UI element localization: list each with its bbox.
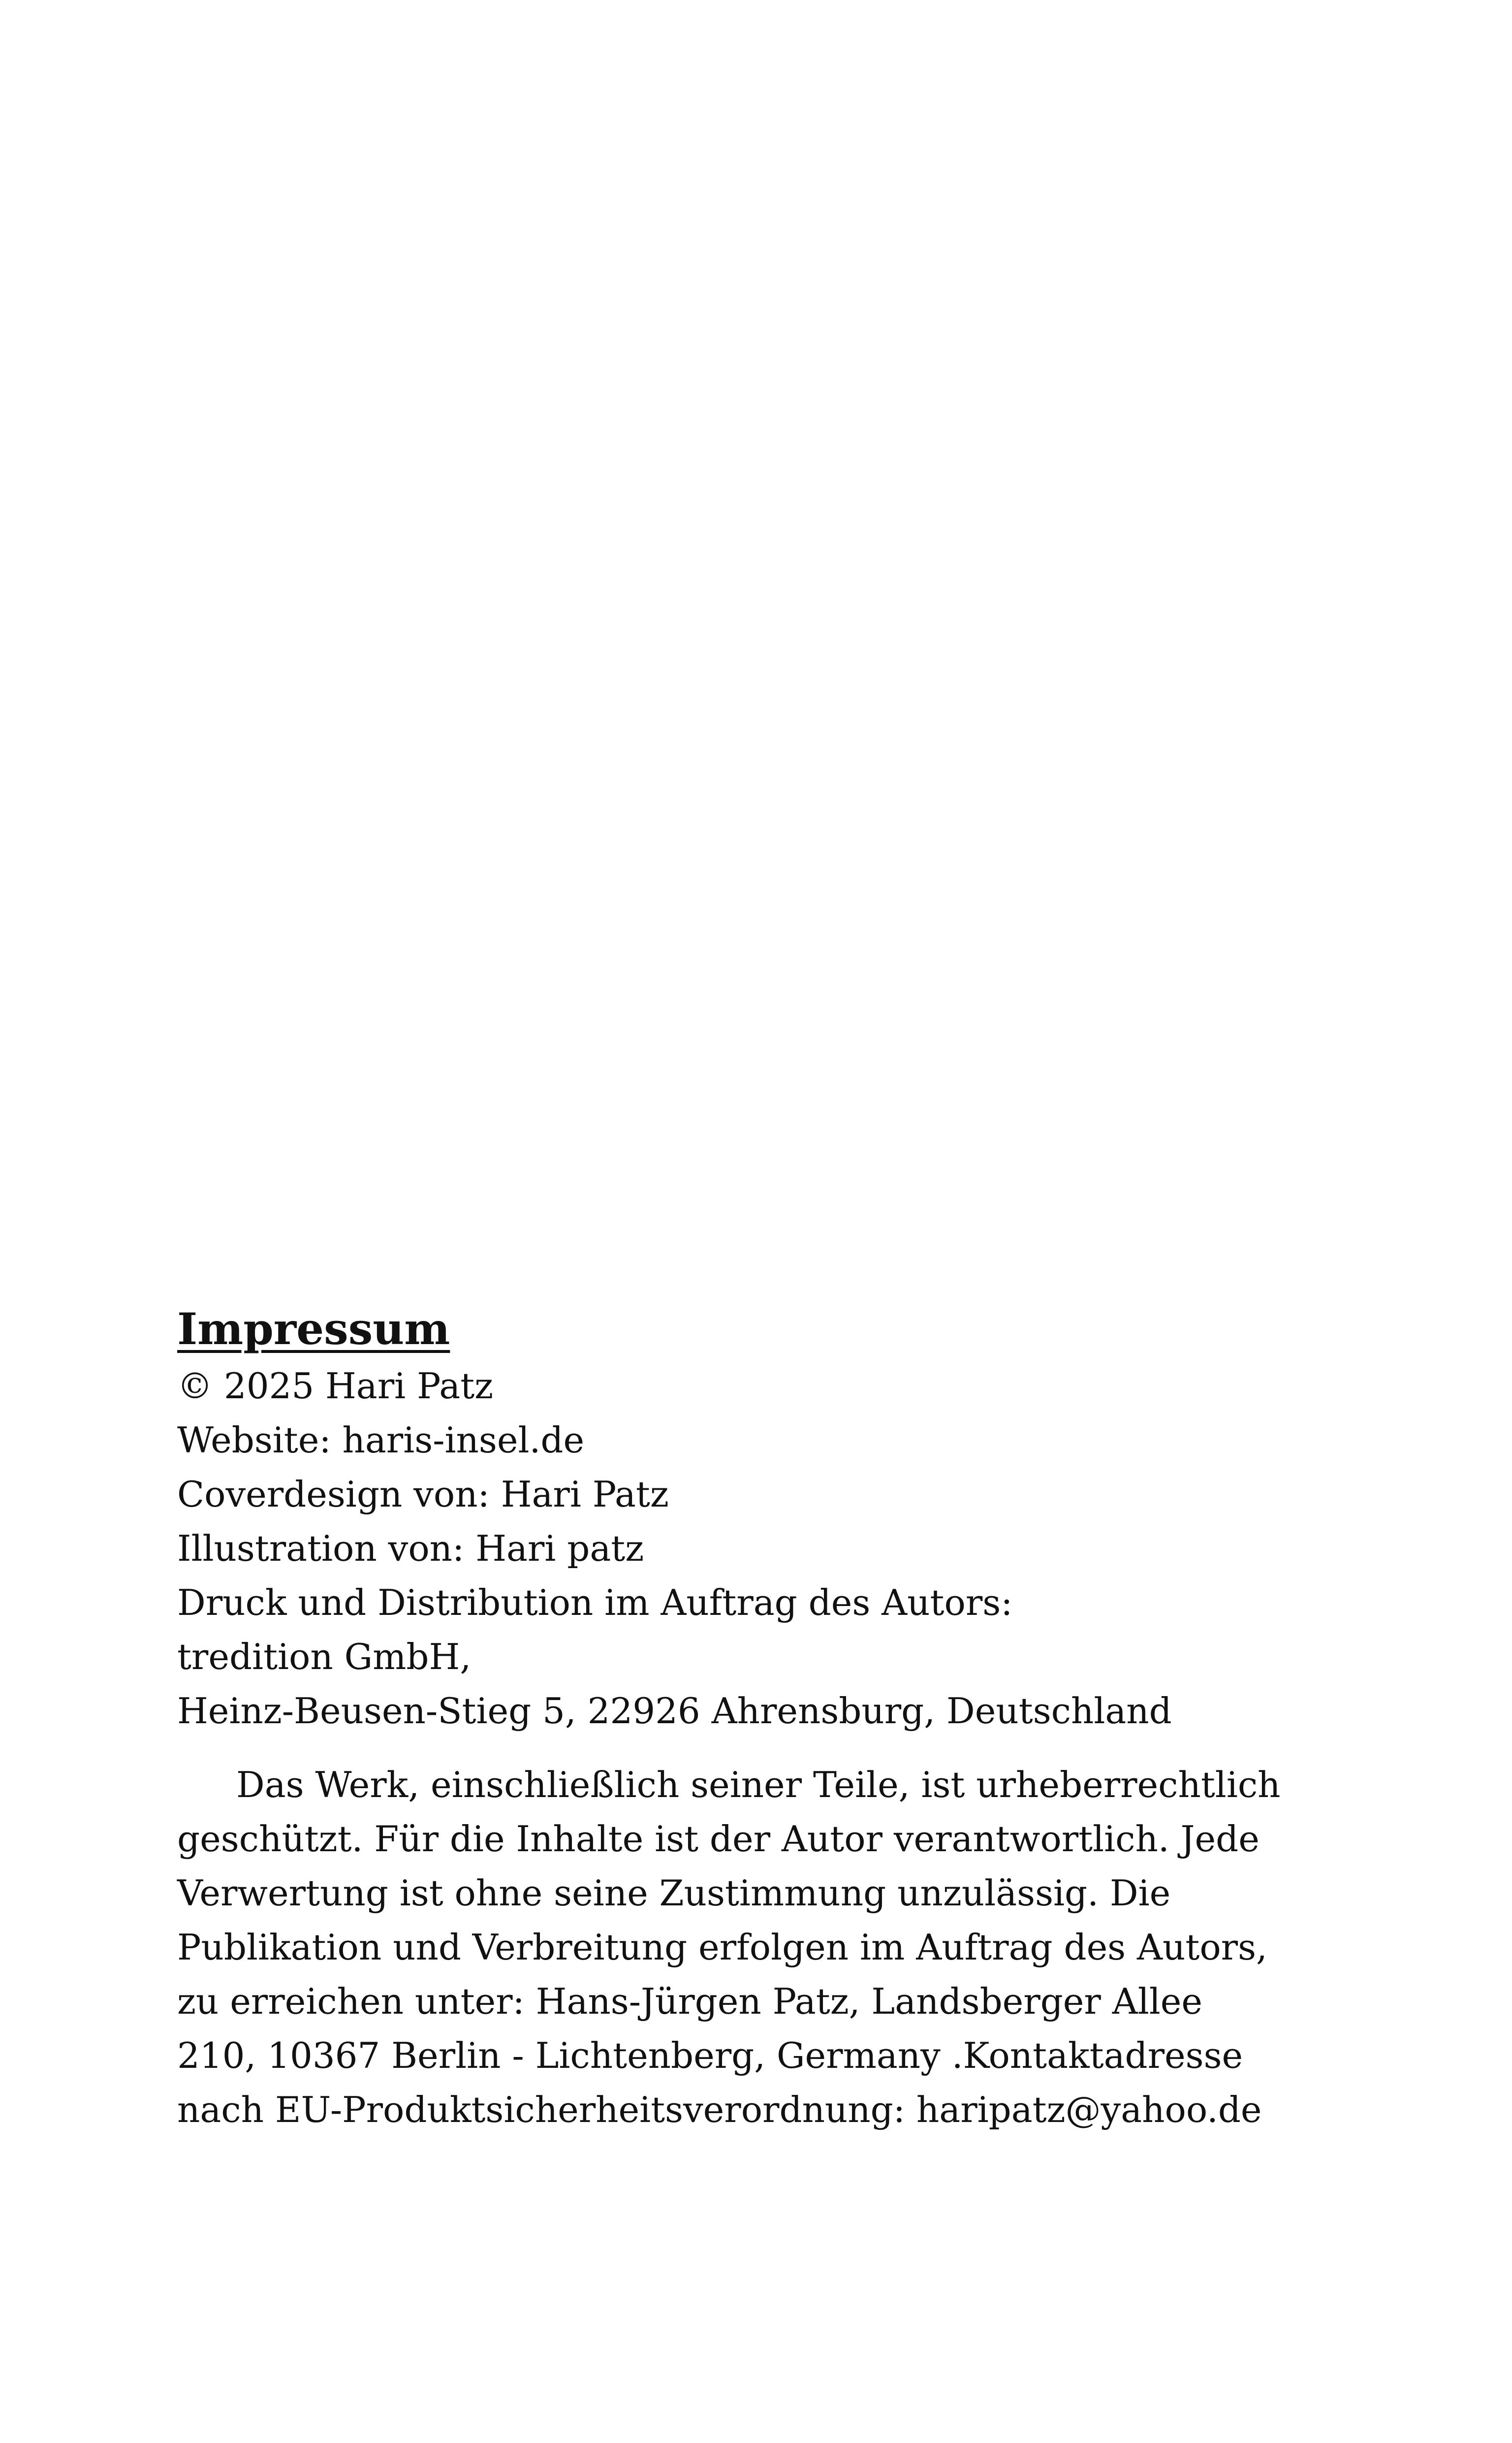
copyright-line: © 2025 Hari Patz — [177, 1365, 494, 1407]
illustration-line: Illustration von: Hari patz — [177, 1528, 644, 1569]
notice-line: Das Werk, einschließlich seiner Teile, ist urheberrechtlich — [236, 1764, 1281, 1805]
publisher-address-line: Heinz-Beusen-Stieg 5, 22926 Ahrensburg, Deutschland — [177, 1690, 1172, 1732]
notice-line: geschützt. Für die Inhalte ist der Autor verantwortlich. Jede — [177, 1818, 1260, 1860]
distribution-line: Druck und Distribution im Auftrag des Autors: — [177, 1582, 1013, 1623]
notice-line: nach EU-Produktsicherheitsverordnung: haripatz@yahoo.de — [177, 2089, 1262, 2130]
coverdesign-line: Coverdesign von: Hari Patz — [177, 1474, 669, 1515]
imprint-heading: Impressum — [177, 1303, 450, 1354]
notice-line: Publikation und Verbreitung erfolgen im Auftrag des Autors, — [177, 1927, 1267, 1968]
imprint-block — [177, 1300, 1349, 2137]
publisher-name-line: tredition GmbH, — [177, 1636, 472, 1677]
notice-line: zu erreichen unter: Hans-Jürgen Patz, Landsberger Allee — [177, 1981, 1202, 2022]
website-line: Website: haris-insel.de — [177, 1419, 585, 1461]
imprint-details — [177, 1359, 1349, 1738]
notice-line: Verwertung ist ohne seine Zustimmung unzulässig. Die — [177, 1872, 1171, 1914]
notice-line: 210, 10367 Berlin - Lichtenberg, Germany .Kontaktadresse — [177, 2035, 1243, 2076]
copyright-notice-paragraph — [177, 1758, 1349, 2137]
